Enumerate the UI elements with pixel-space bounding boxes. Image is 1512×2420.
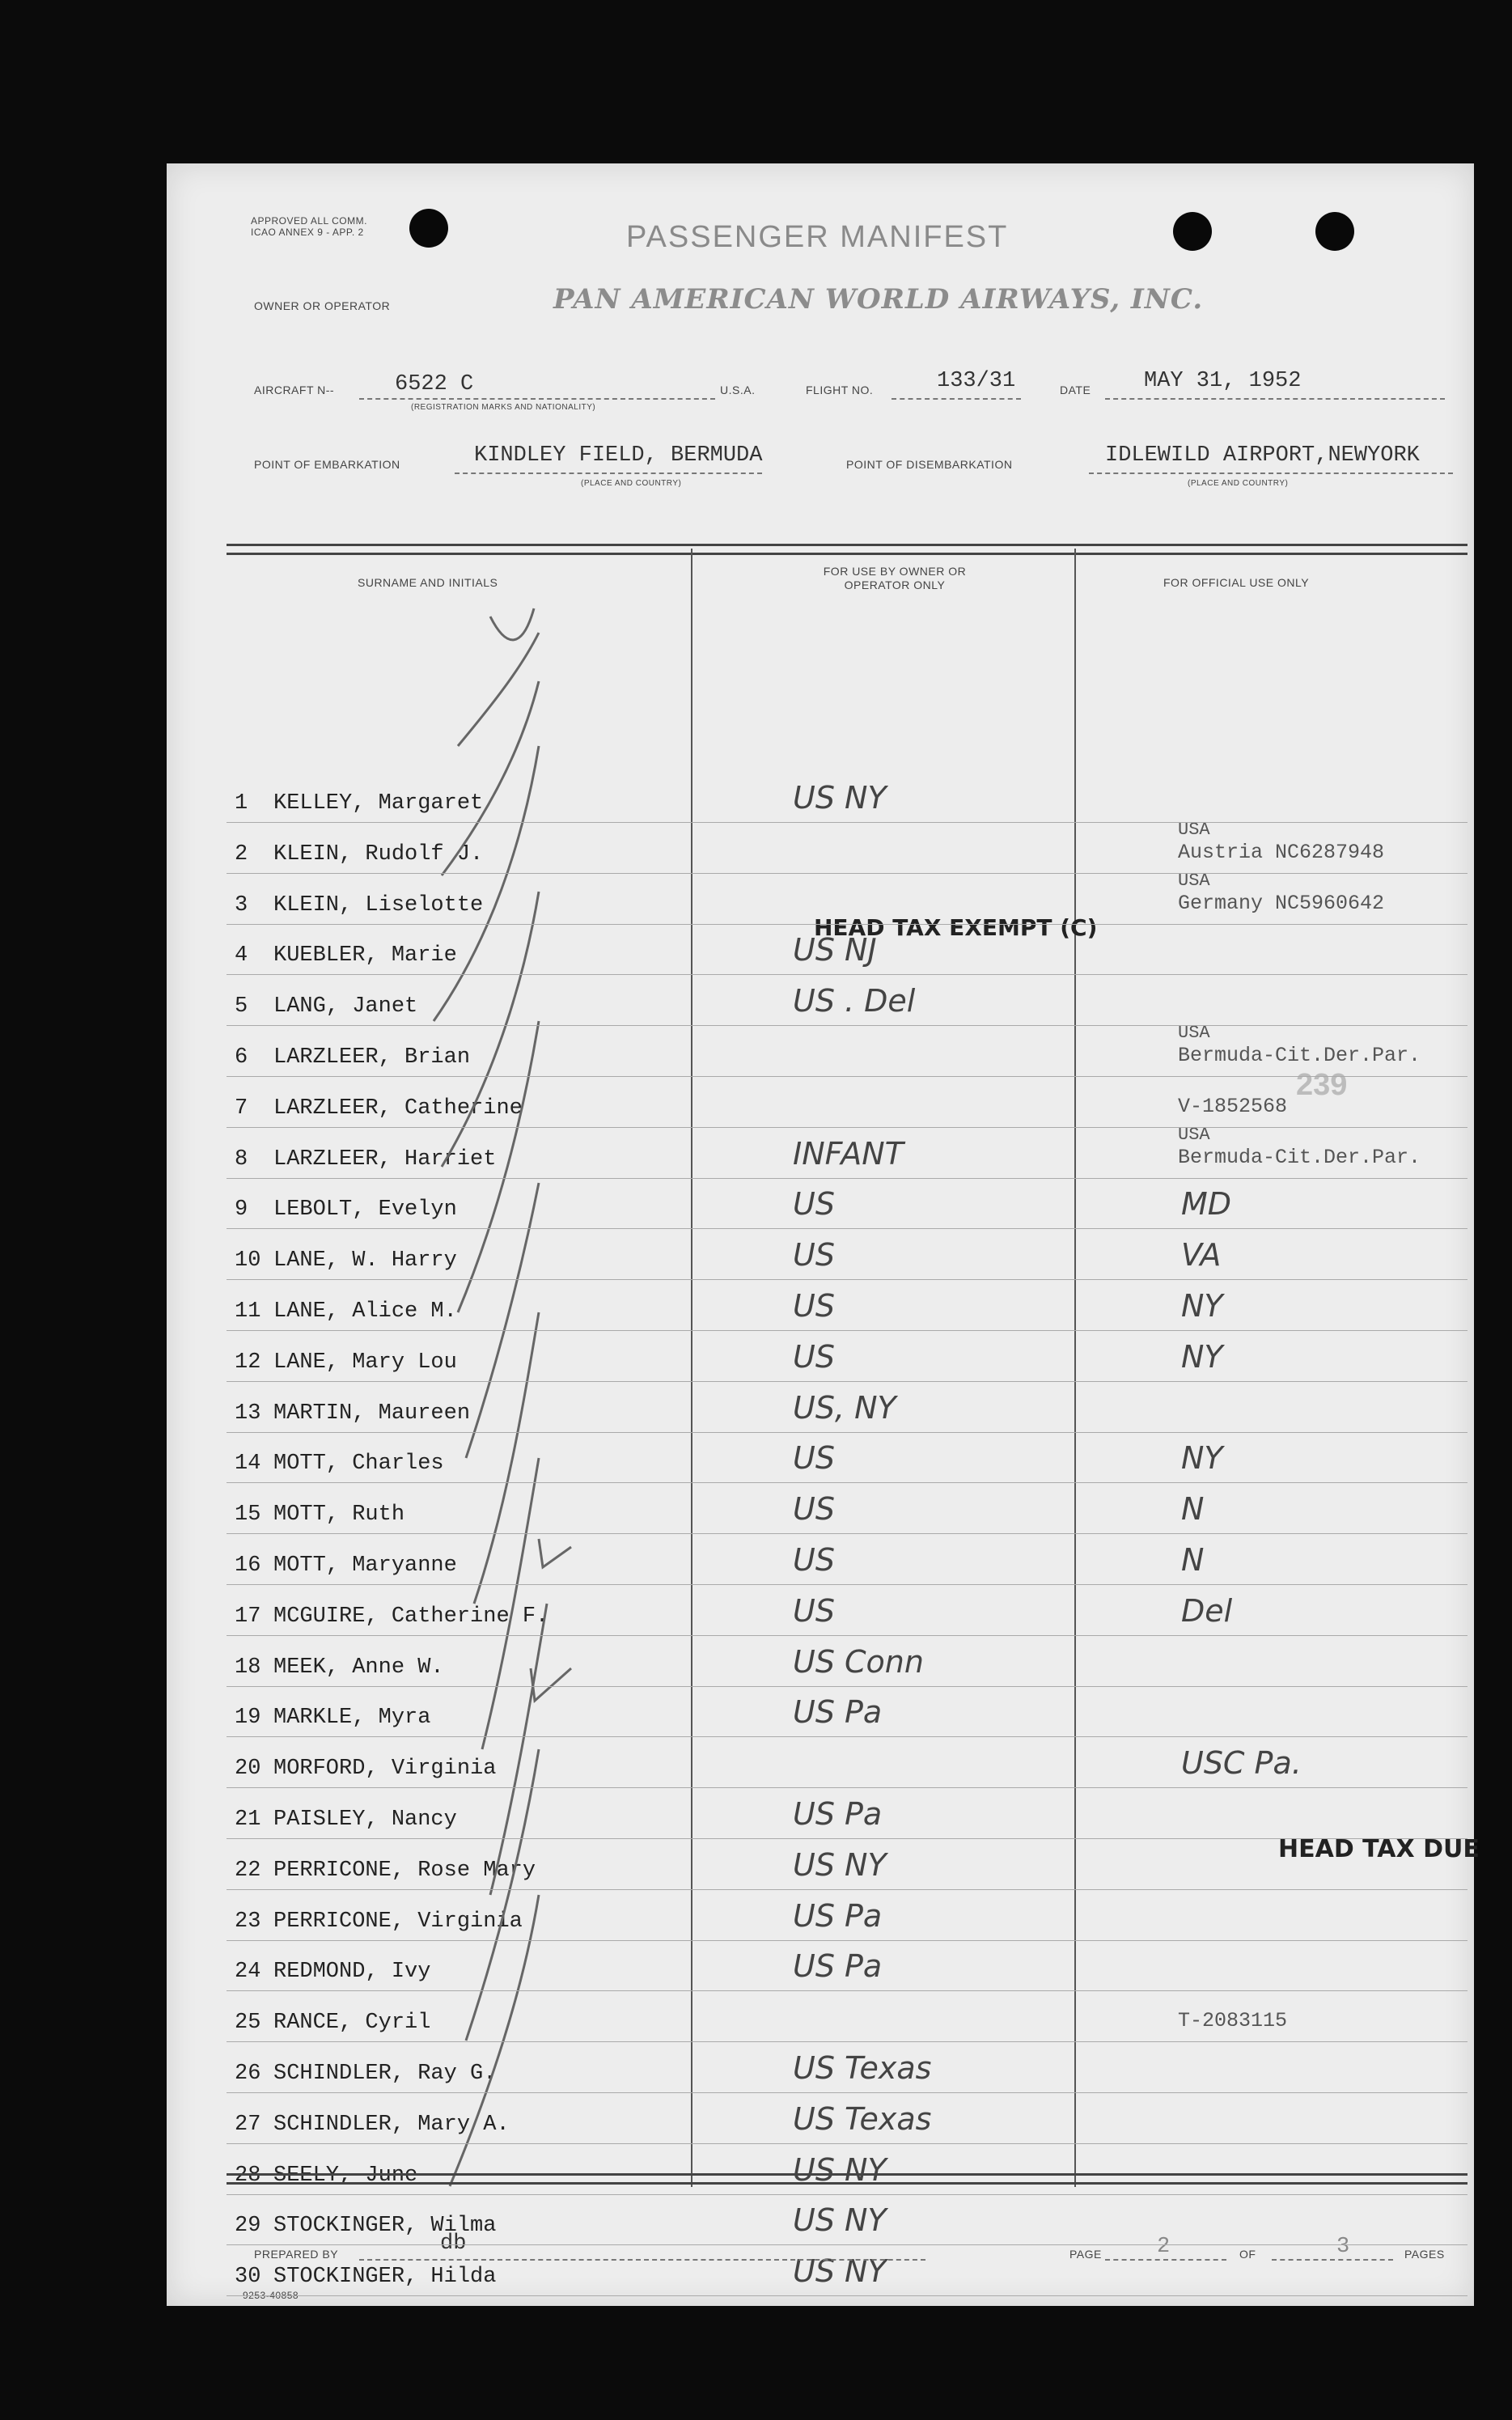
row-rule: [227, 924, 1468, 925]
row-number: 21: [235, 1808, 261, 1832]
passenger-name: KLEIN, Rudolf J.: [273, 841, 484, 867]
of-underline: [1272, 2259, 1393, 2261]
passenger-name: SCHINDLER, Ray G.: [273, 2062, 497, 2086]
embarkation-sublabel: (PLACE AND COUNTRY): [581, 479, 682, 488]
row-number: 14: [235, 1452, 261, 1477]
column-header-official: FOR OFFICIAL USE ONLY: [1163, 576, 1310, 589]
official-handwritten-note: N: [1181, 1491, 1205, 1528]
row-number: 15: [235, 1502, 261, 1528]
disembarkation-label: POINT OF DISEMBARKATION: [846, 458, 1013, 471]
row-number: 17: [235, 1604, 261, 1629]
row-rule: [227, 1635, 1468, 1636]
owner-use-note: US: [793, 1186, 835, 1223]
row-number: 30: [235, 2265, 261, 2290]
column-header-surname: SURNAME AND INITIALS: [358, 576, 498, 589]
row-rule: [227, 2194, 1468, 2195]
passenger-name: MOTT, Charles: [273, 1452, 444, 1477]
row-rule: [227, 1787, 1468, 1788]
aircraft-sublabel: (REGISTRATION MARKS AND NATIONALITY): [411, 403, 596, 412]
embarkation-value: KINDLEY FIELD, BERMUDA: [474, 443, 763, 468]
passenger-name: LARZLEER, Catherine: [273, 1096, 523, 1121]
owner-use-note: US, NY: [793, 1389, 896, 1426]
row-rule: [227, 1889, 1468, 1890]
row-rule: [227, 1990, 1468, 1991]
passenger-name: LANE, Alice M.: [273, 1299, 457, 1324]
passenger-name: PERRICONE, Rose Mary: [273, 1858, 536, 1883]
passenger-name: STOCKINGER, Hilda: [273, 2265, 497, 2290]
row-number: 7: [235, 1096, 248, 1121]
manifest-title: PASSENGER MANIFEST: [626, 220, 1009, 254]
owner-use-note: US: [793, 1288, 835, 1324]
flight-value: 133/31: [937, 369, 1016, 393]
owner-label: OWNER OR OPERATOR: [254, 299, 391, 312]
prepared-by-label: PREPARED BY: [254, 2248, 339, 2261]
owner-use-note: US Texas: [793, 2050, 932, 2086]
passenger-name: KUEBLER, Marie: [273, 943, 457, 968]
row-rule: [227, 1584, 1468, 1585]
passenger-name: KELLEY, Margaret: [273, 791, 484, 816]
row-number: 9: [235, 1197, 248, 1223]
row-rule: [227, 1228, 1468, 1229]
passenger-name: MCGUIRE, Catherine F.: [273, 1604, 549, 1629]
owner-use-note: US NY: [793, 2202, 887, 2239]
passenger-name: STOCKINGER, Wilma: [273, 2214, 497, 2239]
owner-use-note: US NY: [793, 2253, 887, 2290]
official-handwritten-note: NY: [1181, 1288, 1223, 1324]
owner-use-note: US: [793, 1542, 835, 1578]
row-rule: [227, 822, 1468, 823]
aircraft-underline: [359, 398, 715, 400]
page-value: 2: [1157, 2235, 1171, 2259]
row-rule: [227, 2295, 1468, 2296]
flight-label: FLIGHT NO.: [806, 384, 874, 396]
passenger-name: MEEK, Anne W.: [273, 1655, 444, 1680]
page-number-stamp: 239: [1296, 1068, 1348, 1102]
owner-value: PAN AMERICAN WORLD AIRWAYS, INC.: [553, 283, 1204, 316]
row-rule: [227, 1432, 1468, 1433]
row-rule: [227, 2041, 1468, 2042]
embarkation-underline: [455, 473, 762, 474]
of-label: OF: [1239, 2248, 1256, 2261]
table-top-rule: [227, 544, 1468, 555]
official-citizenship: USA: [1178, 1023, 1210, 1043]
official-handwritten-note: Del: [1181, 1592, 1233, 1629]
disembarkation-underline: [1089, 473, 1453, 474]
row-number: 19: [235, 1706, 261, 1731]
passenger-name: MOTT, Maryanne: [273, 1553, 457, 1578]
row-number: 23: [235, 1909, 261, 1934]
row-rule: [227, 1381, 1468, 1382]
row-number: 3: [235, 892, 248, 918]
official-handwritten-note: USC Pa.: [1181, 1745, 1302, 1782]
official-document: Bermuda-Cit.Der.Par.: [1178, 1145, 1421, 1169]
row-number: 24: [235, 1960, 261, 1985]
punch-hole-right: [1315, 212, 1354, 251]
owner-use-note: US NY: [793, 1846, 887, 1883]
passenger-row: [227, 2253, 1468, 2304]
passenger-name: LARZLEER, Brian: [273, 1045, 471, 1070]
row-number: 18: [235, 1655, 261, 1680]
head-tax-exempt-stamp: HEAD TAX EXEMPT (C): [814, 914, 1098, 941]
pages-label: PAGES: [1404, 2248, 1445, 2261]
passenger-name: PAISLEY, Nancy: [273, 1808, 457, 1832]
passenger-name: LEBOLT, Evelyn: [273, 1197, 457, 1223]
owner-use-note: US . Del: [793, 983, 916, 1019]
row-rule: [227, 1076, 1468, 1077]
owner-use-note: US NJ: [793, 932, 877, 968]
disembarkation-sublabel: (PLACE AND COUNTRY): [1188, 479, 1289, 488]
owner-use-note: US Texas: [793, 2100, 932, 2137]
official-document: V-1852568: [1178, 1094, 1288, 1118]
owner-use-note: US Pa: [793, 1796, 883, 1832]
row-rule: [227, 1127, 1468, 1128]
row-rule: [227, 1533, 1468, 1534]
official-handwritten-note: N: [1181, 1542, 1205, 1578]
row-number: 12: [235, 1350, 261, 1375]
row-rule: [227, 1178, 1468, 1179]
row-number: 6: [235, 1045, 248, 1070]
official-handwritten-note: VA: [1181, 1237, 1222, 1274]
official-document: Bermuda-Cit.Der.Par.: [1178, 1044, 1421, 1067]
passenger-name: KLEIN, Liselotte: [273, 892, 484, 918]
row-rule: [227, 2244, 1468, 2245]
official-citizenship: USA: [1178, 819, 1210, 840]
passenger-name: SCHINDLER, Mary A.: [273, 2112, 510, 2137]
row-rule: [227, 1330, 1468, 1331]
official-document: Austria NC6287948: [1178, 840, 1385, 864]
punch-hole-mid: [1173, 212, 1212, 251]
row-number: 28: [235, 2163, 261, 2188]
owner-use-note: US: [793, 1491, 835, 1528]
official-handwritten-note: MD: [1181, 1186, 1232, 1223]
passenger-name: LARZLEER, Harriet: [273, 1146, 497, 1172]
head-tax-due-stamp: HEAD TAX DUE: [1278, 1835, 1480, 1863]
row-rule: [227, 1025, 1468, 1026]
row-number: 27: [235, 2112, 261, 2137]
owner-use-note: US NY: [793, 2151, 887, 2188]
row-number: 22: [235, 1858, 261, 1883]
row-number: 4: [235, 943, 248, 968]
embarkation-label: POINT OF EMBARKATION: [254, 458, 400, 471]
owner-use-note: US Conn: [793, 1643, 924, 1680]
usa-label: U.S.A.: [720, 384, 756, 396]
row-rule: [227, 1838, 1468, 1839]
passenger-name: REDMOND, Ivy: [273, 1960, 431, 1985]
official-citizenship: USA: [1178, 1124, 1210, 1145]
aircraft-value: 6522 C: [395, 372, 474, 396]
punch-hole-left: [409, 209, 448, 248]
row-rule: [227, 2092, 1468, 2093]
row-rule: [227, 1736, 1468, 1737]
official-document: T-2083115: [1178, 2009, 1288, 2033]
owner-use-note: US: [793, 1338, 835, 1375]
table-bottom-rule: [227, 2173, 1468, 2185]
owner-use-note: US: [793, 1592, 835, 1629]
owner-use-note: US: [793, 1237, 835, 1274]
row-rule: [227, 2143, 1468, 2144]
row-number: 2: [235, 841, 248, 867]
row-rule: [227, 1279, 1468, 1280]
owner-use-note: US NY: [793, 780, 887, 816]
row-number: 25: [235, 2011, 261, 2036]
row-number: 16: [235, 1553, 261, 1578]
date-underline: [1105, 398, 1445, 400]
row-rule: [227, 974, 1468, 975]
passenger-name: MARKLE, Myra: [273, 1706, 431, 1731]
owner-use-note: US Pa: [793, 1897, 883, 1934]
row-number: 13: [235, 1401, 261, 1426]
owner-use-note: US: [793, 1440, 835, 1477]
official-handwritten-note: NY: [1181, 1338, 1223, 1375]
row-rule: [227, 873, 1468, 874]
passenger-name: RANCE, Cyril: [273, 2011, 431, 2036]
official-citizenship: USA: [1178, 870, 1210, 891]
owner-use-note: INFANT: [793, 1135, 904, 1172]
passenger-name: LANG, Janet: [273, 994, 418, 1019]
page-label: PAGE: [1069, 2248, 1102, 2261]
aircraft-label: AIRCRAFT N--: [254, 384, 335, 396]
official-document: Germany NC5960642: [1178, 891, 1385, 915]
owner-use-note: US Pa: [793, 1694, 883, 1731]
form-number: 9253-40858: [243, 2290, 299, 2301]
prepared-by-value: db: [440, 2231, 467, 2256]
owner-use-note: US Pa: [793, 1948, 883, 1985]
row-number: 8: [235, 1146, 248, 1172]
passenger-name: PERRICONE, Virginia: [273, 1909, 523, 1934]
approval-note: APPROVED ALL COMM. ICAO ANNEX 9 - APP. 2: [251, 215, 367, 238]
passenger-name: LANE, Mary Lou: [273, 1350, 457, 1375]
passenger-name: SEELY, June: [273, 2163, 418, 2188]
passenger-name: MORFORD, Virginia: [273, 1757, 497, 1782]
date-value: MAY 31, 1952: [1144, 369, 1302, 393]
row-number: 29: [235, 2214, 261, 2239]
official-handwritten-note: NY: [1181, 1440, 1223, 1477]
passenger-name: MARTIN, Maureen: [273, 1401, 471, 1426]
prepared-by-underline: [359, 2259, 925, 2261]
disembarkation-value: IDLEWILD AIRPORT,NEWYORK: [1105, 443, 1420, 468]
date-label: DATE: [1060, 384, 1091, 396]
page-underline: [1105, 2259, 1226, 2261]
row-number: 1: [235, 791, 248, 816]
column-header-owner-use: FOR USE BY OWNER OR OPERATOR ONLY: [823, 565, 967, 591]
row-rule: [227, 1940, 1468, 1941]
passenger-name: LANE, W. Harry: [273, 1248, 457, 1274]
check-marks: [409, 600, 749, 2235]
row-number: 11: [235, 1299, 261, 1324]
row-number: 10: [235, 1248, 261, 1274]
flight-underline: [892, 398, 1021, 400]
row-number: 26: [235, 2062, 261, 2086]
row-rule: [227, 1482, 1468, 1483]
row-number: 5: [235, 994, 248, 1019]
manifest-sheet: [167, 163, 1480, 2306]
passenger-name: MOTT, Ruth: [273, 1502, 405, 1528]
of-value: 3: [1336, 2235, 1350, 2259]
row-rule: [227, 1686, 1468, 1687]
row-number: 20: [235, 1757, 261, 1782]
